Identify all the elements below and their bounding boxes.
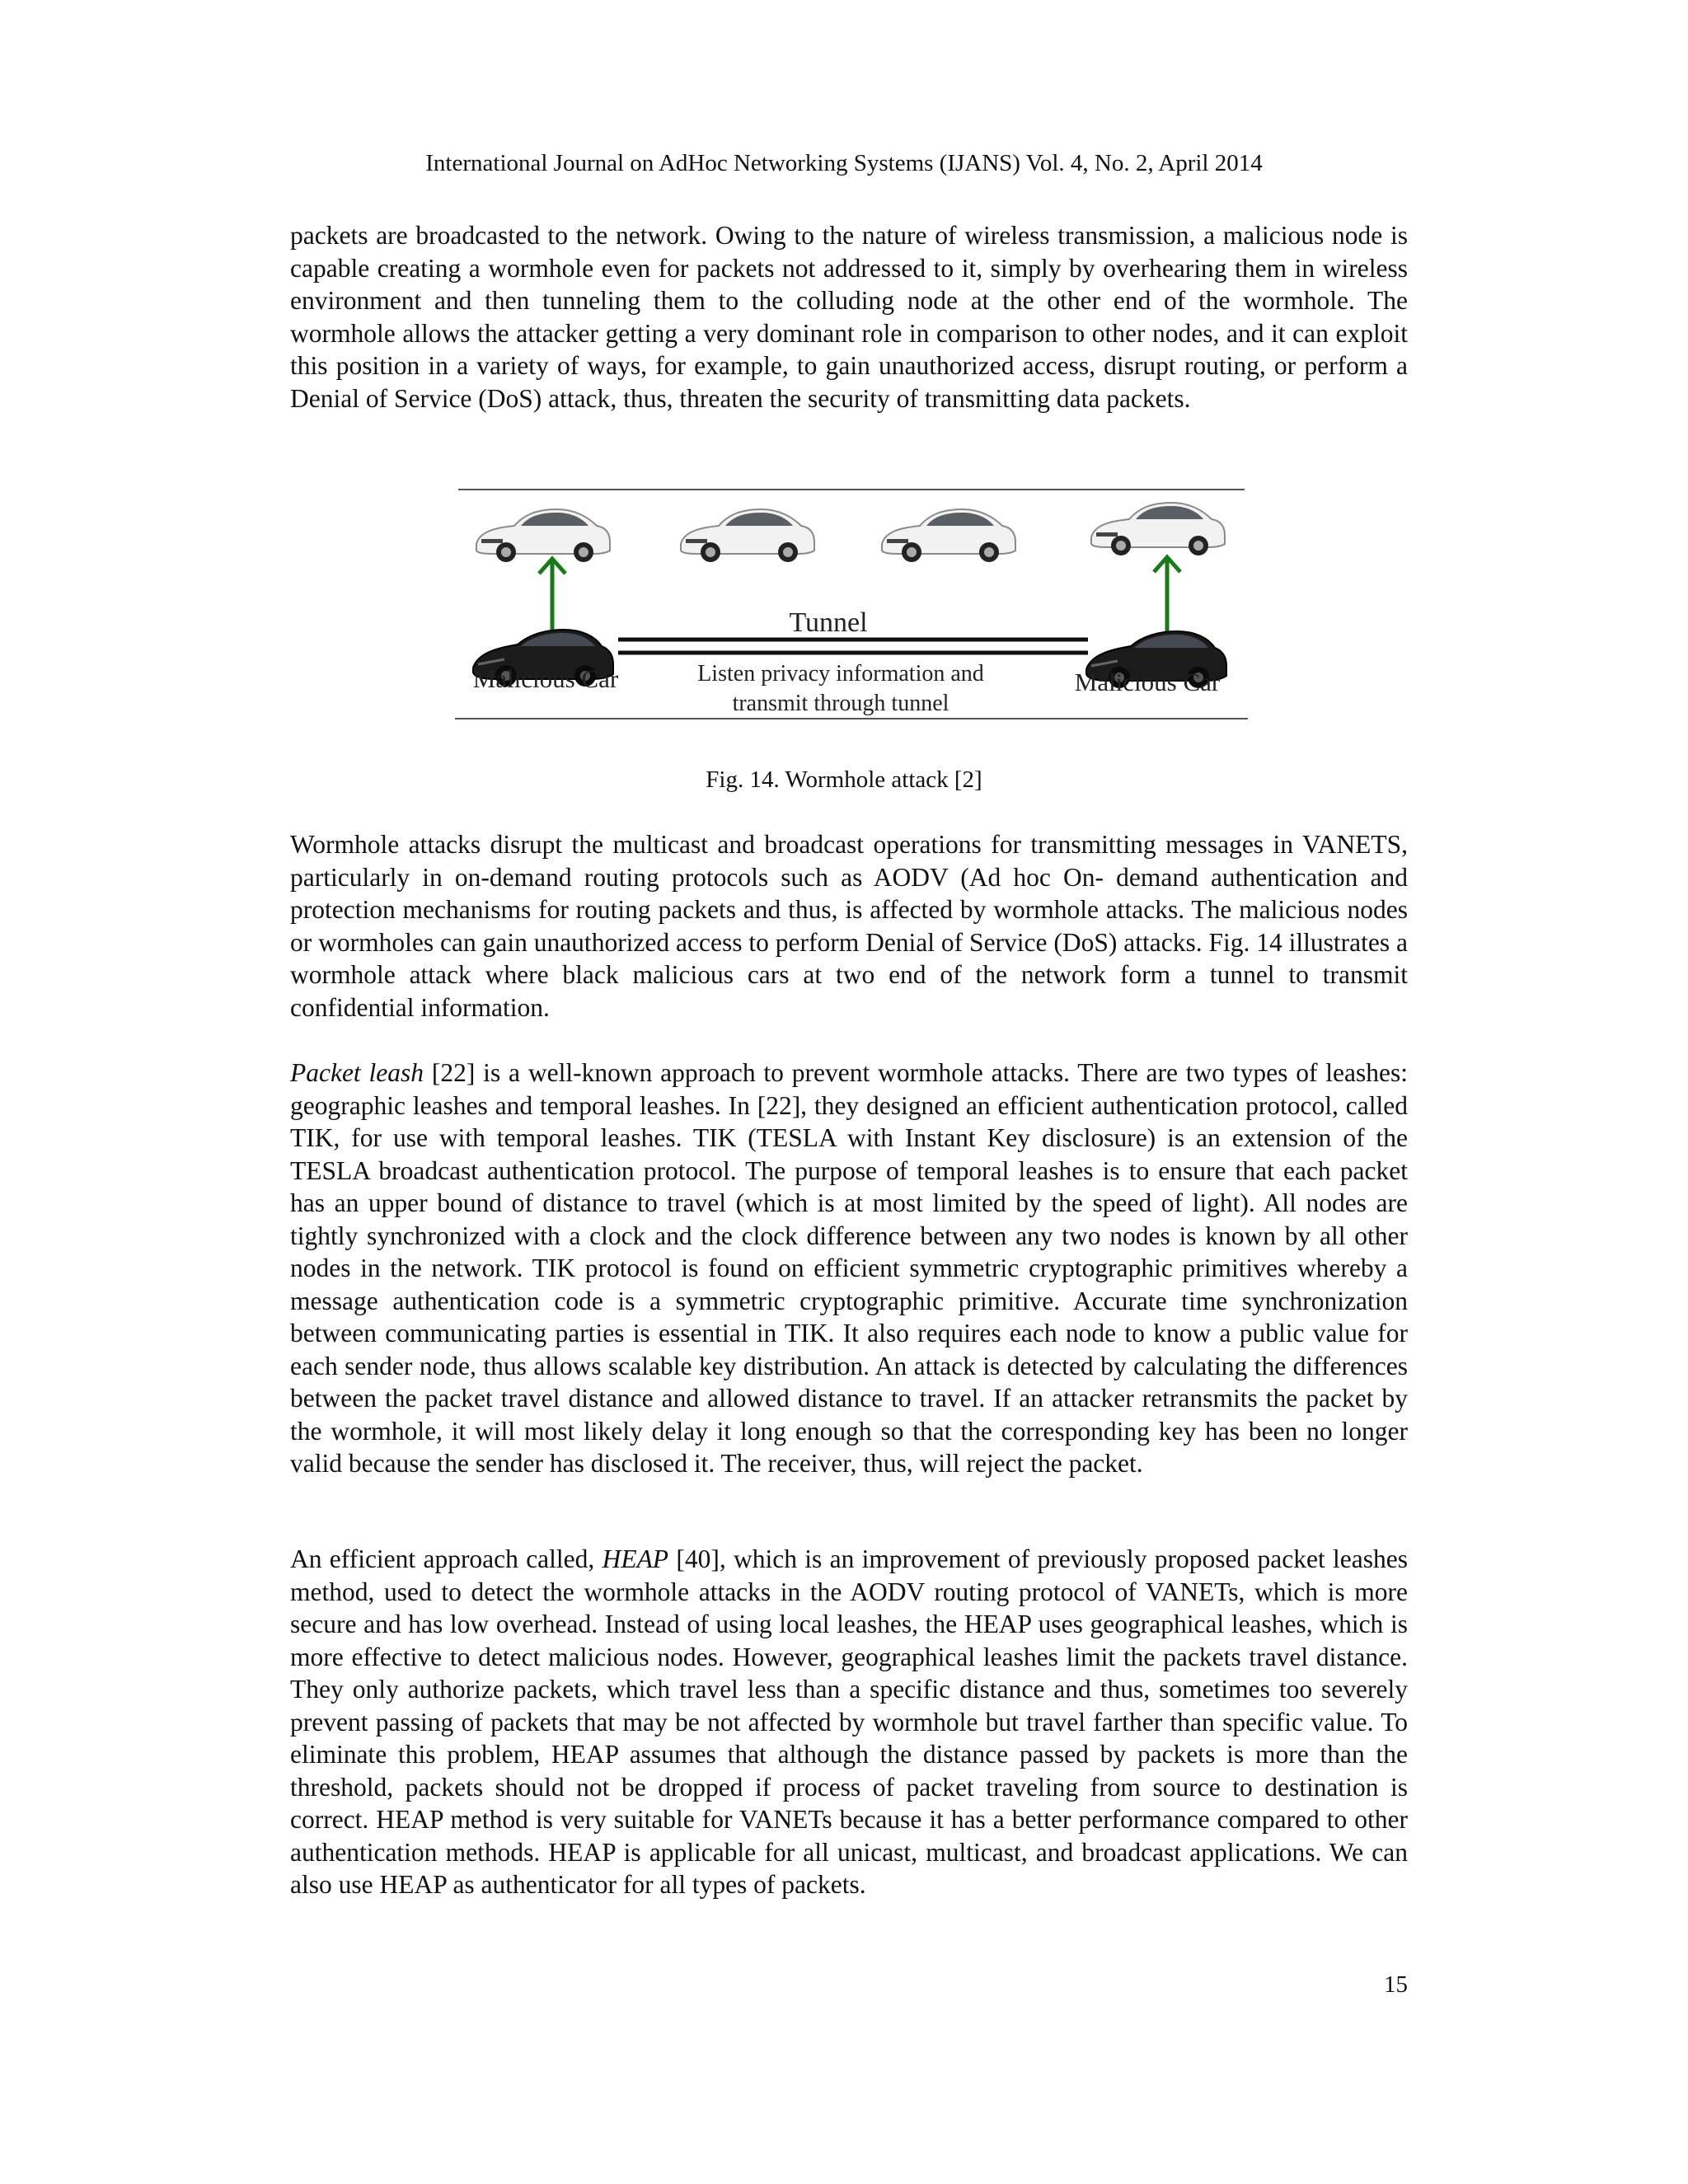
packet-leash-term: Packet leash	[290, 1058, 424, 1087]
tunnel-label: Tunnel	[789, 607, 868, 638]
running-header: International Journal on AdHoc Networking Systems (IJANS) Vol. 4, No. 2, April 2014	[425, 150, 1263, 176]
paragraph-3	[290, 1057, 1408, 1480]
paragraph-4-text: [40], which is an improvement of previously proposed packet leashes method, used to detect the wormhole attacks in the AODV routing protocol of VANETs, which is more secure and has low overhead. Instead of using local leashes, the HEAP uses geographical leashes, which is more effective to detect malicious nodes. However, geographical leashes limit the packets travel distance. They only authorize packets, which travel less than a specific distance and thus, sometimes too severely prevent passing of packets that may be not affected by wormhole but travel farther than specific value. To eliminate this problem, HEAP assumes that although the distance passed by packets is more than the threshold, packets should not be dropped if process of packet traveling from source to destination is correct. HEAP method is very suitable for VANETs because it has a better performance compared to other authentication methods. HEAP is applicable for all unicast, multicast, and broadcast applications. We can also use HEAP as authenticator for all types of packets.	[290, 1544, 1408, 1899]
white-car-icon	[882, 509, 1015, 562]
paragraph-3-text: [22] is a well-known approach to prevent wormhole attacks. There are two types of leashes: geographic leashes and temporal leashes. In [22], they designed an efficient authentication protocol, called TIK, for use with temporal leashes. TIK (TESLA with Instant Key disclosure) is an extension of the TESLA broadcast authentication protocol. The purpose of temporal leashes is to ensure that each packet has an upper bound of distance to travel (which is at most limited by the speed of light). All nodes are tightly synchronized with a clock and the clock difference between any two nodes is known by all other nodes in the network. TIK protocol is found on efficient symmetric cryptographic primitives whereby a message authentication code is a symmetric cryptographic primitive. Accurate time synchronization between communicating parties is essential in TIK. It also requires each node to know a public value for each sender node, thus allows scalable key distribution. An attack is detected by calculating the differences between the packet travel distance and allowed distance to travel. If an attacker retransmits the packet by the wormhole, it will most likely delay it long enough so that the corresponding key has been no longer valid because the sender has disclosed it. The receiver, thus, will reject the packet.	[290, 1058, 1409, 1478]
listen-label-line1: Listen privacy information and	[697, 661, 984, 687]
white-car-icon	[1091, 503, 1225, 555]
white-car-icon	[476, 509, 610, 562]
green-arrow-left	[539, 559, 565, 630]
page-number: 15	[1384, 1971, 1408, 1998]
figure-caption: Fig. 14. Wormhole attack [2]	[706, 766, 982, 793]
white-car-icon	[681, 509, 814, 562]
green-arrow-right	[1154, 557, 1180, 633]
malicious-car-left-label: Malicious Car	[472, 664, 619, 693]
heap-term: HEAP	[602, 1544, 669, 1573]
paragraph-4-lead: An efficient approach called,	[290, 1544, 603, 1573]
paragraph-1: packets are broadcasted to the network. Owing to the nature of wireless transmission, a malicious node is capable creating a wormhole even for packets not addressed to it, simply by overhearing them in wireless environment and then tunneling them to the colluding node at the other end of the wormhole. The wormhole allows the attacker getting a very dominant role in comparison to other nodes, and it can exploit this position in a variety of ways, for example, to gain unauthorized access, disrupt routing, or perform a Denial of Service (DoS) attack, thus, threaten the security of transmitting data packets.	[290, 221, 1408, 413]
listen-label-line2: transmit through tunnel	[732, 691, 950, 716]
paragraph-4	[290, 1543, 1408, 1901]
paragraph-2: Wormhole attacks disrupt the multicast and broadcast operations for transmitting messages in VANETS, particularly in on-demand routing protocols such as AODV (Ad hoc On- demand authentication and protection mechanisms for routing packets and thus, is affected by wormhole attacks. The malicious nodes or wormholes can gain unauthorized access to perform Denial of Service (DoS) attacks. Fig. 14 illustrates a wormhole attack where black malicious cars at two end of the network form a tunnel to transmit confidential information.	[290, 830, 1408, 1022]
wormhole-figure	[453, 483, 1250, 724]
malicious-car-right-label: Malicious Car	[1074, 668, 1221, 696]
